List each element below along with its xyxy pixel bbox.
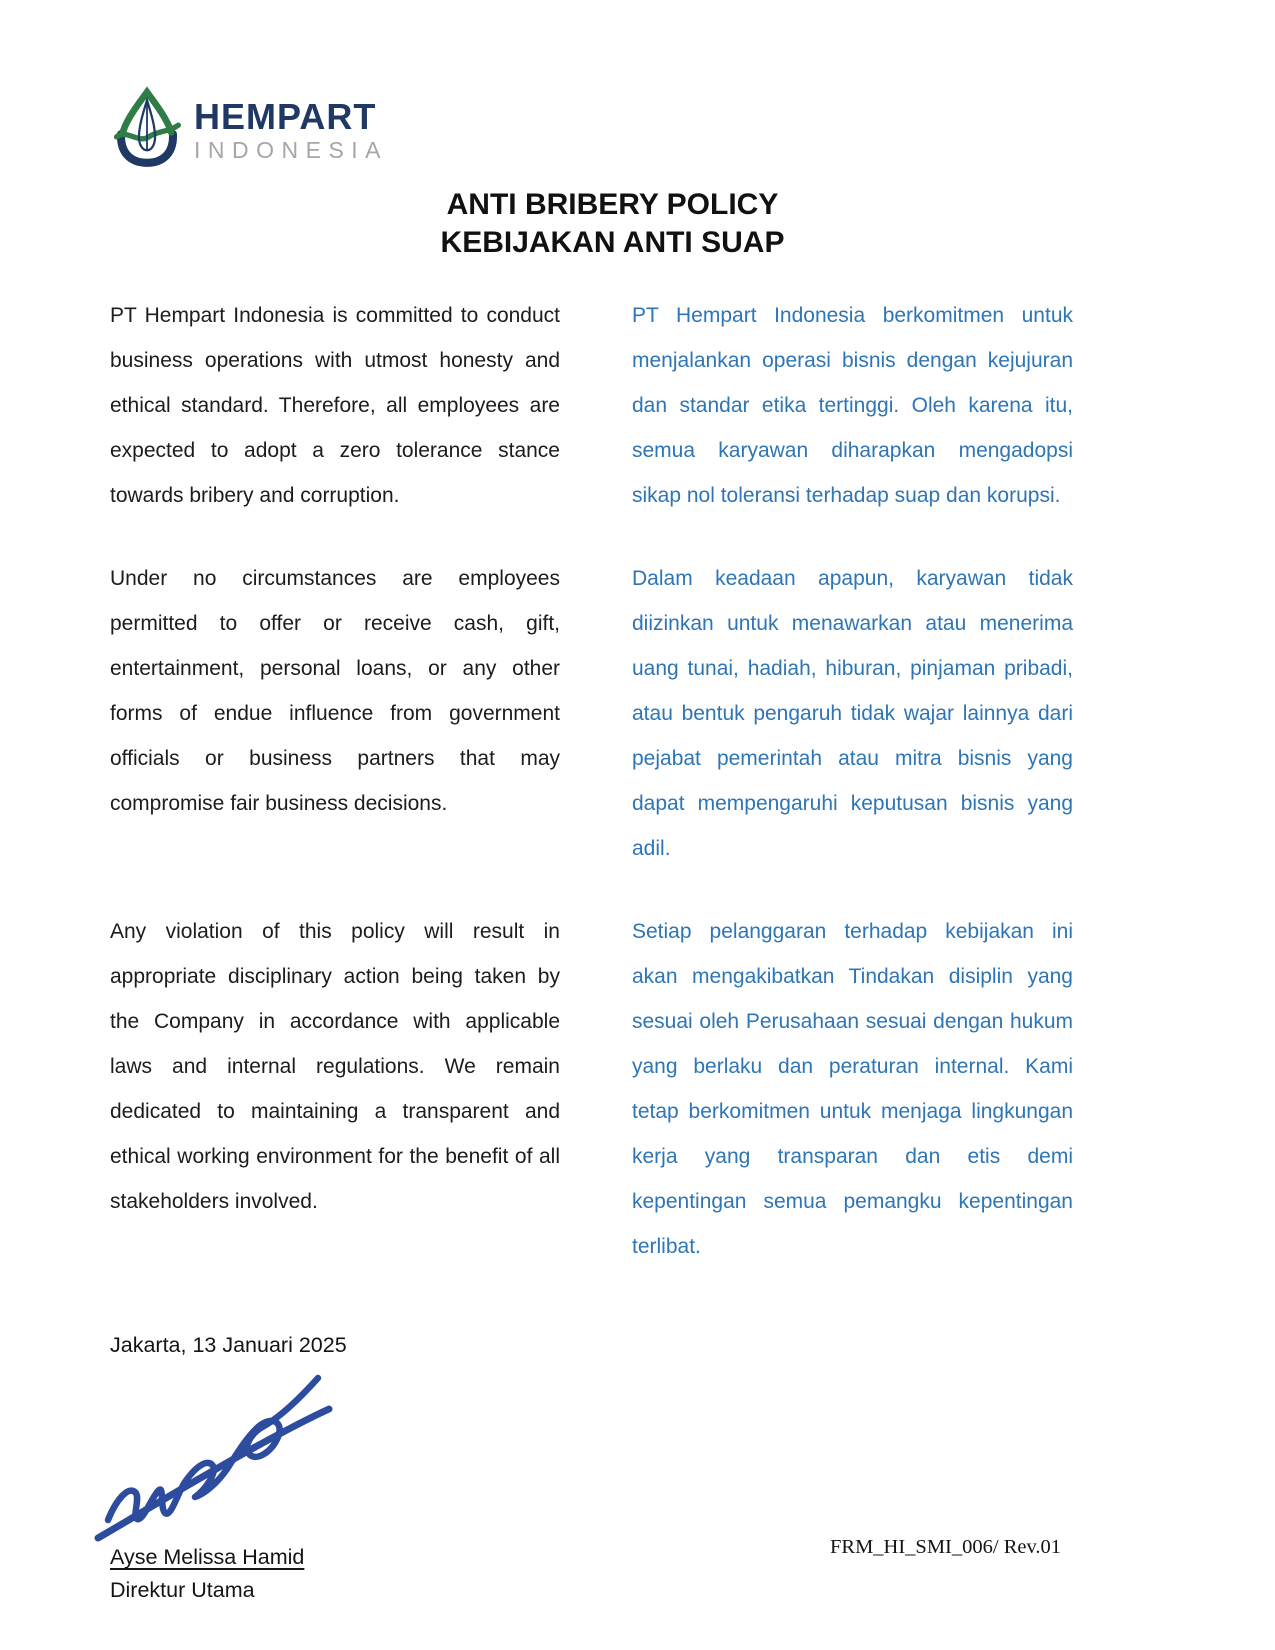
signature-image [88, 1370, 340, 1548]
document-code: FRM_HI_SMI_006/ Rev.01 [830, 1536, 1062, 1558]
logo-drop-icon [113, 86, 181, 168]
document-title-id: KEBIJAKAN ANTI SUAP [440, 226, 785, 259]
signatory-title: Direktur Utama [110, 1578, 255, 1602]
paragraph-en-1: PT Hempart Indonesia is committed to conduct business operations with utmost honesty and ethical standard. Therefore, all employees are expected to adopt a zero tolerance stance towards bribery and corruption. [110, 304, 560, 507]
signatory-block [110, 1541, 304, 1607]
logo-subtitle: INDONESIA [194, 137, 389, 163]
signatory-name: Ayse Melissa Hamid [110, 1545, 305, 1569]
paragraph-id-1: PT Hempart Indonesia berkomitmen untuk menjalankan operasi bisnis dengan kejujuran dan standar etika tertinggi. Oleh karena itu, semua karyawan diharapkan mengadopsi sikap nol toleransi terhadap suap dan korupsi. [632, 304, 1073, 507]
paragraph-en-3: Any violation of this policy will result in appropriate disciplinary action being taken by the Company in accordance with applicable laws and internal regulations. We remain dedicated to maintaining a transparent and ethical working environment for the benefit of all stakeholders involved. [110, 920, 560, 1213]
body-columns [110, 293, 1073, 1269]
date-line: Jakarta, 13 Januari 2025 [110, 1333, 347, 1357]
paragraph-id-2: Dalam keadaan apapun, karyawan tidak diizinkan untuk menawarkan atau menerima uang tunai, hadiah, hiburan, pinjaman pribadi, atau bentuk pengaruh tidak wajar lainnya dari pejabat pemerintah atau mitra bisnis yang dapat mempengaruhi keputusan bisnis yang adil. [632, 567, 1073, 860]
company-logo [113, 86, 388, 168]
paragraph-en-2: Under no circumstances are employees permitted to offer or receive cash, gift, entertainment, personal loans, or any other forms of endue influence from government officials or business partners that may compromise fair business decisions. [110, 567, 560, 815]
document-title [110, 186, 1115, 262]
paragraph-id-3: Setiap pelanggaran terhadap kebijakan ini akan mengakibatkan Tindakan disiplin yang sesuai oleh Perusahaan sesuai dengan hukum yang berlaku dan peraturan internal. Kami tetap berkomitmen untuk menjaga lingkungan kerja yang transparan dan etis demi kepentingan semua pemangku kepentingan terlibat. [632, 920, 1073, 1258]
logo-company-name: HEMPART [194, 96, 377, 137]
logo-wordmark [194, 96, 389, 163]
document-title-en: ANTI BRIBERY POLICY [446, 188, 779, 221]
